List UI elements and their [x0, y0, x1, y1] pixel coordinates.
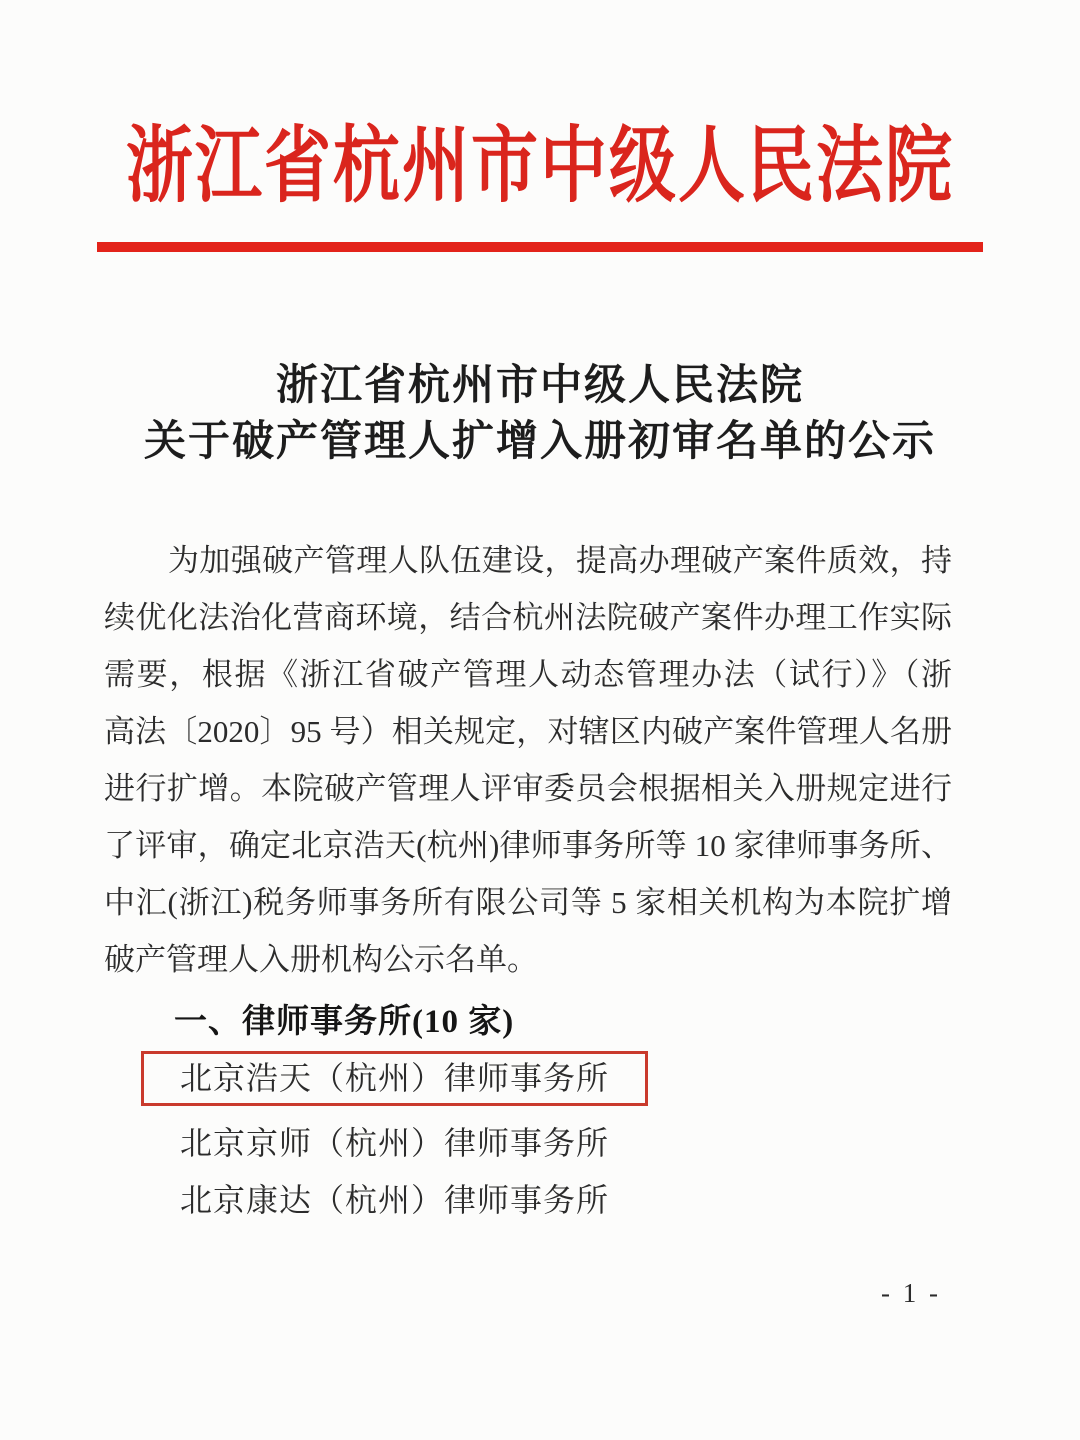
page-number: - 1 -	[881, 1278, 941, 1308]
law-firm-name: 北京康达（杭州）律师事务所	[180, 1182, 610, 1218]
law-firm-name: 北京浩天（杭州）律师事务所	[180, 1060, 610, 1096]
notice-title-line-1: 浙江省杭州市中级人民法院	[275, 363, 804, 409]
letterhead-title: 浙江省杭州市中级人民法院	[126, 121, 954, 213]
body-line: 了评审，确定北京浩天(杭州)律师事务所等 10 家律师事务所、	[104, 828, 952, 863]
body-line: 进行扩增。本院破产管理人评审委员会根据相关入册规定进行	[104, 771, 952, 806]
body-line: 续优化法治化营商环境，结合杭州法院破产案件办理工作实际	[104, 600, 952, 635]
notice-title	[0, 358, 1080, 470]
body-line: 高法〔2020〕95 号）相关规定，对辖区内破产案件管理人名册	[104, 714, 952, 749]
body-line: 中汇(浙江)税务师事务所有限公司等 5 家相关机构为本院扩增	[104, 885, 952, 920]
law-firm-name: 北京京师（杭州）律师事务所	[180, 1125, 610, 1161]
law-firm-item	[141, 1051, 952, 1106]
letterhead-divider-line	[97, 242, 983, 252]
letterhead	[0, 100, 1080, 213]
notice-body-paragraph	[104, 532, 952, 988]
section-heading-law-firms: 一、律师事务所(10 家)	[174, 1004, 515, 1040]
law-firm-item	[180, 1123, 952, 1163]
body-line: 需要，根据《浙江省破产管理人动态管理办法（试行）》（浙	[104, 657, 952, 692]
law-firm-item	[180, 1180, 952, 1220]
notice-title-line-2: 关于破产管理人扩增入册初审名单的公示	[143, 419, 936, 465]
law-firm-list-section	[104, 1000, 952, 1220]
body-line: 破产管理人入册机构公示名单。	[104, 942, 538, 977]
body-line: 为加强破产管理人队伍建设，提高办理破产案件质效，持	[168, 543, 952, 578]
law-firm-highlight-box	[141, 1051, 648, 1106]
